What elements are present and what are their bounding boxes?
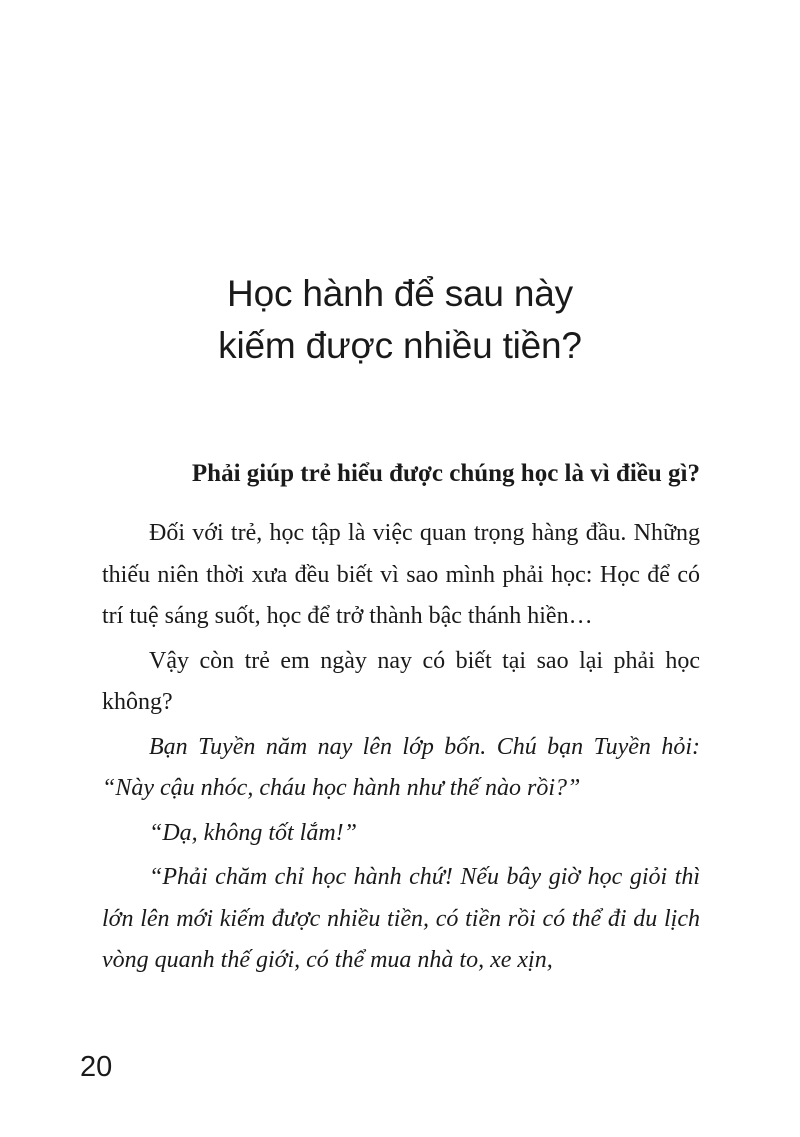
section-heading: Phải giúp trẻ hiểu được chúng học là vì điều gì? [191,460,700,487]
paragraph-3-story: Bạn Tuyền năm nay lên lớp bốn. Chú bạn Tuyền hỏi: “Này cậu nhóc, cháu học hành như thế nào rồi?” [102,733,700,801]
paragraph-2: Vậy còn trẻ em ngày nay có biết tại sao lại phải học không? [102,647,700,715]
paragraph-1: Đối với trẻ, học tập là việc quan trọng hàng đầu. Những thiếu niên thời xưa đều biết vì sao mình phải học: Học để có trí tuệ sáng suốt, học để trở thành bậc thánh hiền… [102,520,700,629]
page-number: 20 [80,1051,113,1083]
body-text [102,513,700,985]
chapter-title-line-1: Học hành để sau này [227,273,573,314]
chapter-title-line-2: kiếm được nhiều tiền? [218,325,582,366]
paragraph-5-dialogue: “Phải chăm chỉ học hành chứ! Nếu bây giờ học giỏi thì lớn lên mới kiếm được nhiều tiền, có tiền rồi có thể đi du lịch vòng quanh thế giới, có thể mua nhà to, xe xịn, [102,864,700,973]
chapter-title [100,268,700,372]
paragraph-4-dialogue: “Dạ, không tốt lắm!” [149,819,358,846]
